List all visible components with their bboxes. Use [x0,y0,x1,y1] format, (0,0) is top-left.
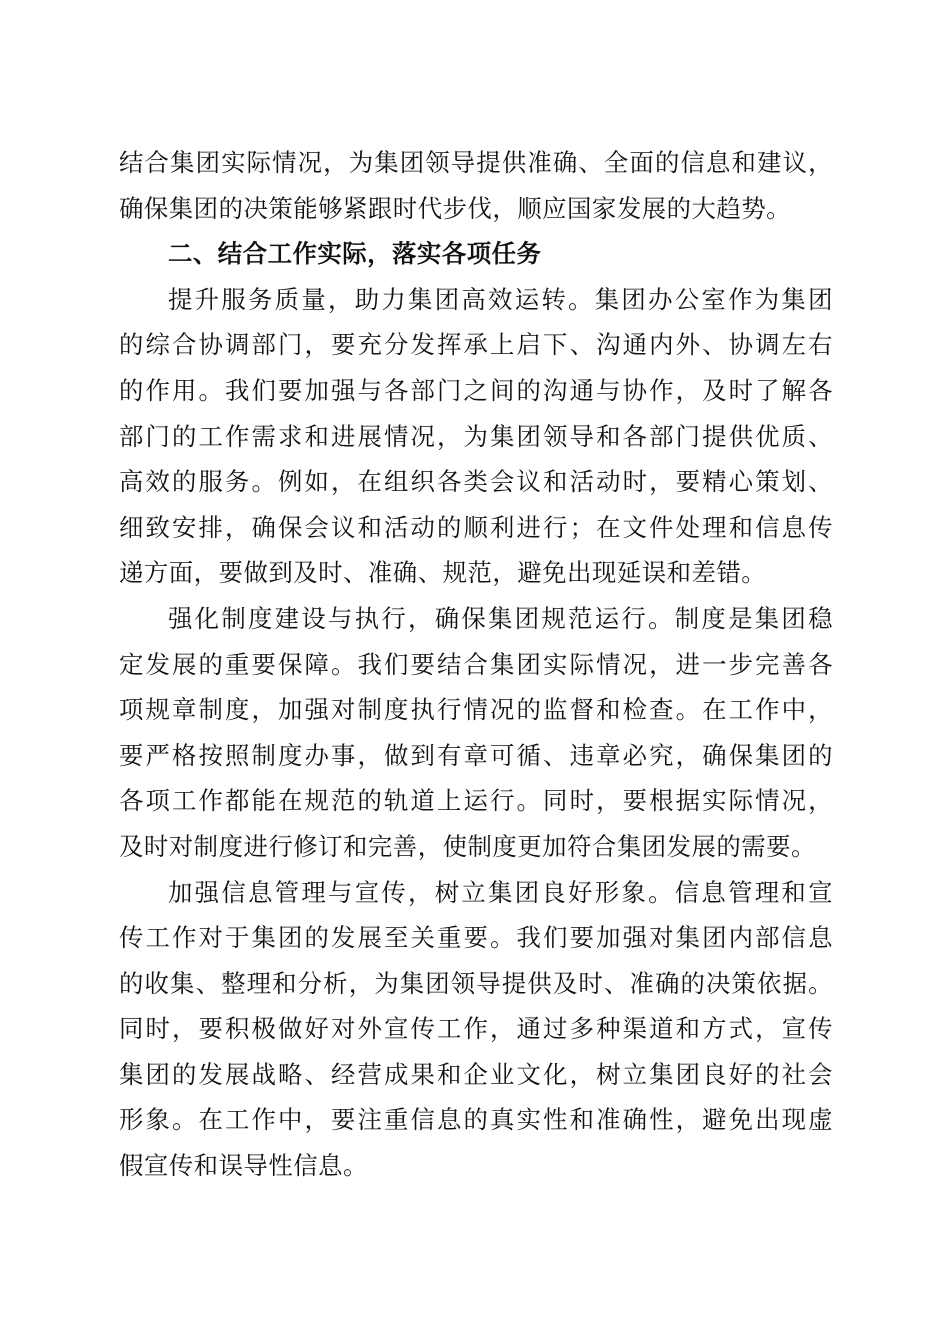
text-line: 强化制度建设与执行，确保集团规范运行。制度是集团稳 [168,603,833,633]
text-line: 细致安排，确保会议和活动的顺利进行；在文件处理和信息传 [119,512,833,542]
text-line: 结合集团实际情况，为集团领导提供准确、全面的信息和建议， [119,148,833,177]
text-line: 及时对制度进行修订和完善，使制度更加符合集团发展的需要。 [119,831,816,861]
text-line: 提升服务质量，助力集团高效运转。集团办公室作为集团 [168,284,833,314]
text-line: 的综合协调部门，要充分发挥承上启下、沟通内外、协调左右 [119,330,833,360]
text-line: 确保集团的决策能够紧跟时代步伐，顺应国家发展的大趋势。 [119,193,792,223]
text-line: 同时，要积极做好对外宣传工作，通过多种渠道和方式，宣传 [119,1014,833,1044]
document-body [119,140,833,1189]
text-line: 的作用。我们要加强与各部门之间的沟通与协作，及时了解各 [119,375,833,405]
text-line: 形象。在工作中，要注重信息的真实性和准确性，避免出现虚 [119,1105,833,1135]
text-line: 递方面，要做到及时、准确、规范，避免出现延误和差错。 [119,558,767,588]
text-line: 各项工作都能在规范的轨道上运行。同时，要根据实际情况， [119,786,833,816]
text-line: 集团的发展战略、经营成果和企业文化，树立集团良好的社会 [119,1059,833,1089]
text-line: 项规章制度，加强对制度执行情况的监督和检查。在工作中， [119,695,833,725]
text-line: 加强信息管理与宣传，树立集团良好形象。信息管理和宣 [168,877,833,907]
text-line: 部门的工作需求和进展情况，为集团领导和各部门提供优质、 [119,421,833,451]
text-line: 的收集、整理和分析，为集团领导提供及时、准确的决策依据。 [119,968,833,998]
text-line: 假宣传和误导性信息。 [119,1151,368,1181]
section-heading: 二、结合工作实际，落实各项任务 [168,239,542,269]
text-line: 定发展的重要保障。我们要结合集团实际情况，进一步完善各 [119,649,833,679]
text-line: 要严格按照制度办事，做到有章可循、违章必究，确保集团的 [119,740,833,770]
text-line: 高效的服务。例如，在组织各类会议和活动时，要精心策划、 [119,467,833,497]
text-line: 传工作对于集团的发展至关重要。我们要加强对集团内部信息 [119,923,833,953]
